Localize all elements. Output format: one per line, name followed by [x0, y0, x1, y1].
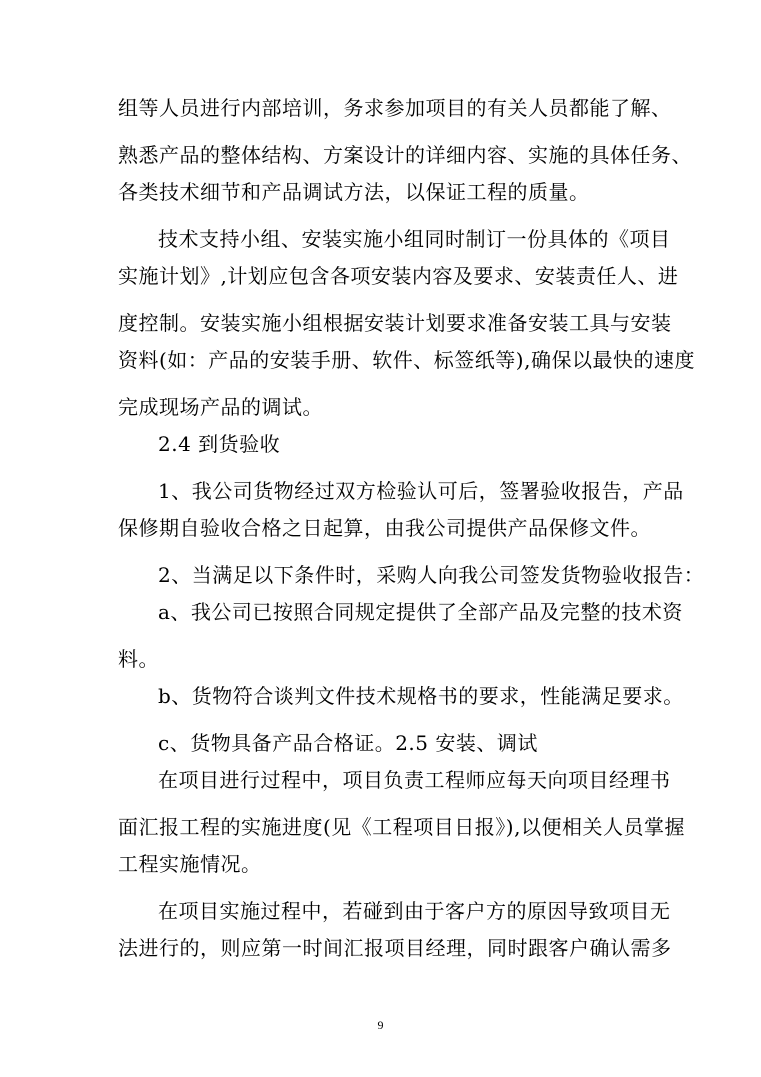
text-line: 组等人员进行内部培训，务求参加项目的有关人员都能了解、 [118, 96, 672, 120]
text-line: b、货物符合谈判文件技术规格书的要求，性能满足要求。 [158, 684, 684, 708]
text-line: c、货物具备产品合格证。2.5 安装、调试 [158, 731, 538, 755]
text-line: 1、我公司货物经过双方检验认可后，签署验收报告，产品 [158, 479, 684, 503]
text-line: 实施计划》,计划应包含各项安装内容及要求、安装责任人、进 [118, 264, 679, 288]
text-line: 保修期自验收合格之日起算，由我公司提供产品保修文件。 [118, 516, 651, 540]
text-line: 各类技术细节和产品调试方法，以保证工程的质量。 [118, 180, 590, 204]
text-line: 度控制。安装实施小组根据安装计划要求准备安装工具与安装 [118, 311, 672, 335]
text-line: 完成现场产品的调试。 [118, 395, 323, 419]
page-number: 9 [377, 1018, 384, 1032]
text-line: 料。 [118, 647, 159, 671]
text-line: 法进行的，则应第一时间汇报项目经理，同时跟客户确认需多 [118, 936, 672, 960]
text-line: 熟悉产品的整体结构、方案设计的详细内容、实施的具体任务、 [118, 143, 692, 167]
text-line: 面汇报工程的实施进度(见《工程项目日报》),以便相关人员掌握 [118, 815, 685, 839]
text-line: 工程实施情况。 [118, 852, 262, 876]
section-heading: 2.4 到货验收 [158, 432, 281, 456]
text-line: 资料(如：产品的安装手册、软件、标签纸等),确保以最快的速度 [118, 348, 695, 372]
text-line: 技术支持小组、安装实施小组同时制订一份具体的《项目 [158, 227, 671, 251]
text-line: 在项目实施过程中，若碰到由于客户方的原因导致项目无 [158, 899, 671, 923]
text-line: 2、当满足以下条件时，采购人向我公司签发货物验收报告： [158, 563, 705, 587]
text-line: 在项目进行过程中，项目负责工程师应每天向项目经理书 [158, 768, 671, 792]
text-line: a、我公司已按照合同规定提供了全部产品及完整的技术资 [158, 600, 683, 624]
